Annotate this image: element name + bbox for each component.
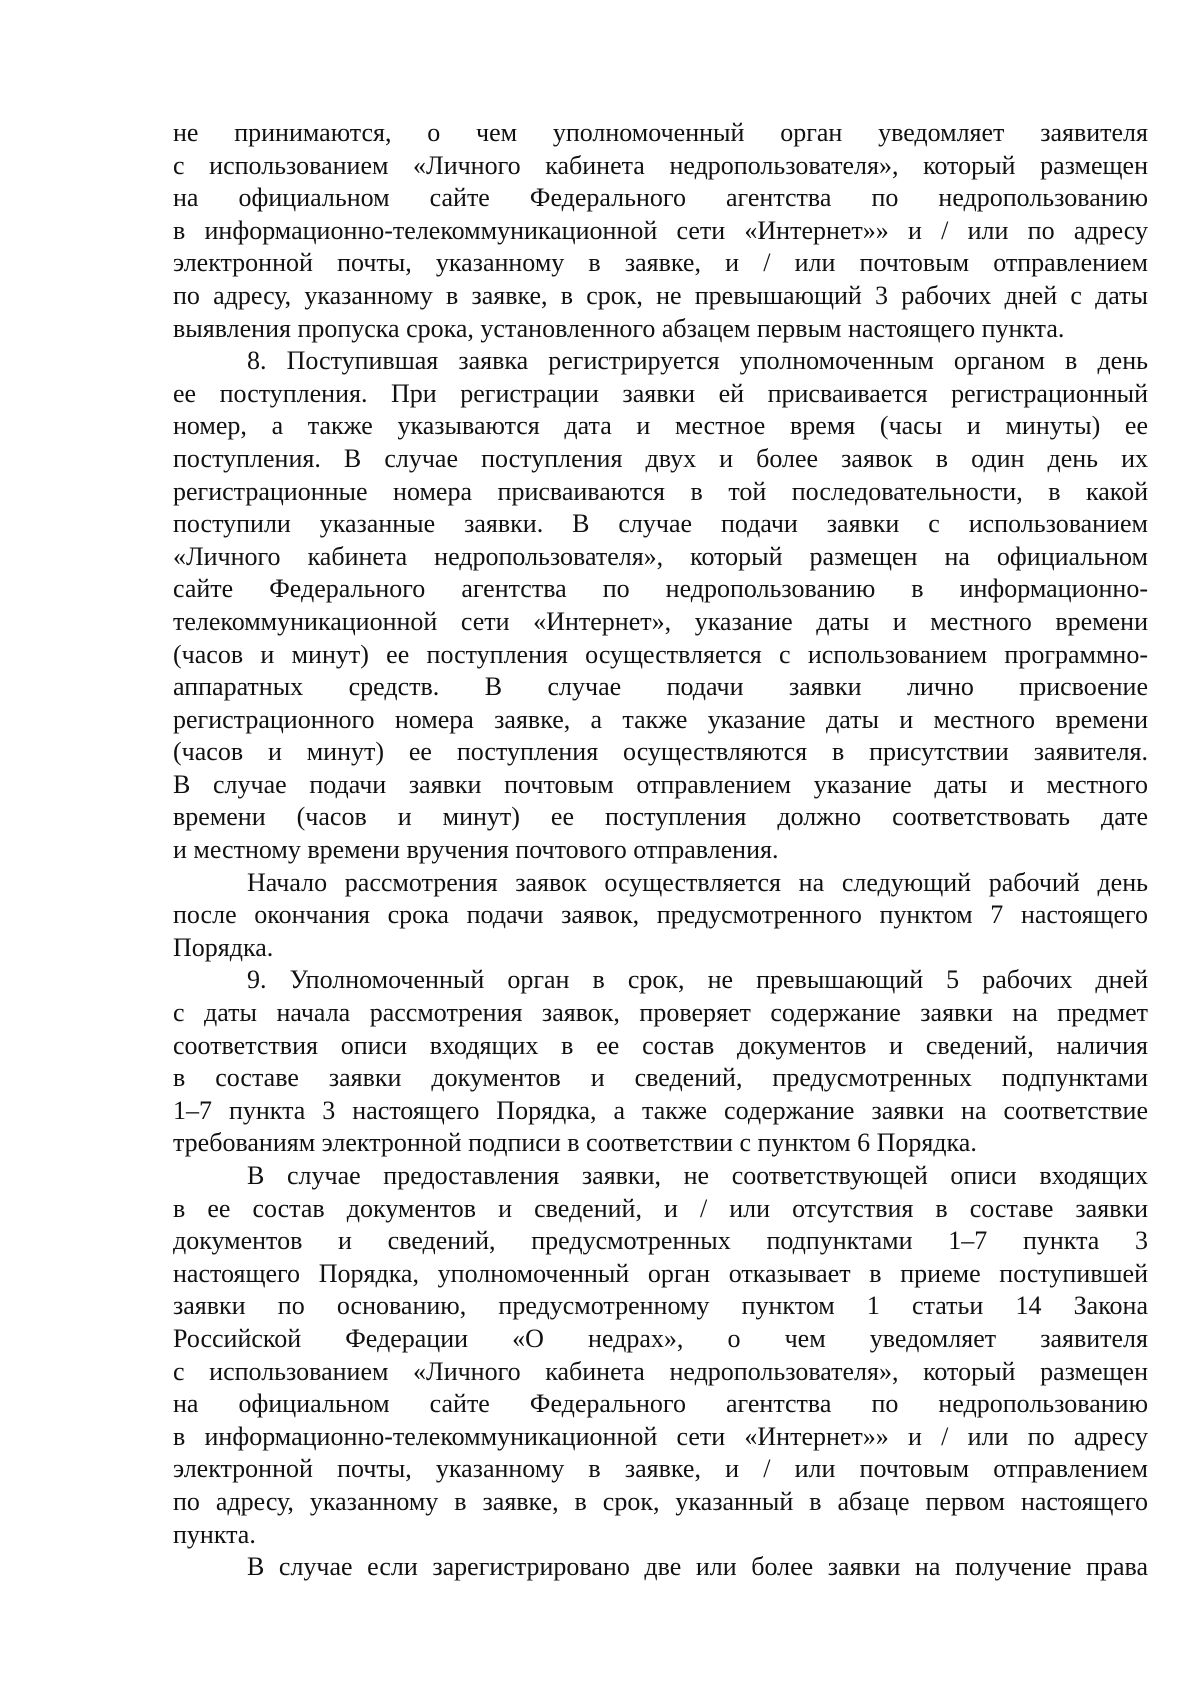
text-line: с использованием «Личного кабинета недропользователя», который размещен — [173, 1356, 1148, 1386]
text-line: электронной почты, указанному в заявке, и / или почтовым отправлением — [173, 1454, 1148, 1484]
text-line: с использованием «Личного кабинета недропользователя», который размещен — [173, 150, 1148, 180]
text-line: электронной почты, указанному в заявке, и / или почтовым отправлением — [173, 248, 1148, 278]
text-line: сайте Федерального агентства по недропользованию в информационно- — [173, 574, 1148, 604]
text-line: заявки по основанию, предусмотренному пунктом 1 статьи 14 Закона — [173, 1291, 1148, 1321]
text-line: телекоммуникационной сети «Интернет», указание даты и местного времени — [173, 606, 1148, 636]
text-line: аппаратных средств. В случае подачи заявки лично присвоение — [173, 672, 1148, 702]
text-line: (часов и минут) ее поступления осуществляется с использованием программно- — [173, 639, 1148, 669]
text-line: поступления. В случае поступления двух и более заявок в один день их — [173, 443, 1148, 473]
text-line: пункта. — [173, 1519, 256, 1549]
text-line: «Личного кабинета недропользователя», который размещен на официальном — [173, 541, 1148, 571]
text-line: на официальном сайте Федерального агентства по недропользованию — [173, 183, 1148, 213]
text-line: 1–7 пункта 3 настоящего Порядка, а также содержание заявки на соответствие — [173, 1095, 1148, 1125]
text-line: и местному времени вручения почтового отправления. — [173, 835, 779, 865]
text-line: в ее состав документов и сведений, и / или отсутствия в составе заявки — [173, 1193, 1148, 1223]
document-body — [173, 117, 1148, 1584]
paragraph-first-line: 8. Поступившая заявка регистрируется уполномоченным органом в день — [247, 346, 1148, 376]
text-line: в информационно-телекоммуникационной сети «Интернет»» и / или по адресу — [173, 215, 1148, 245]
text-line: номер, а также указываются дата и местное время (часы и минуты) ее — [173, 411, 1148, 441]
text-line: поступили указанные заявки. В случае подачи заявки с использованием — [173, 509, 1148, 539]
text-line: настоящего Порядка, уполномоченный орган отказывает в приеме поступившей — [173, 1258, 1148, 1288]
text-line: после окончания срока подачи заявок, предусмотренного пунктом 7 настоящего — [173, 900, 1148, 930]
text-line: по адресу, указанному в заявке, в срок, указанный в абзаце первом настоящего — [173, 1486, 1148, 1516]
text-line: (часов и минут) ее поступления осуществляются в присутствии заявителя. — [173, 737, 1148, 767]
text-line: соответствия описи входящих в ее состав документов и сведений, наличия — [173, 1030, 1148, 1060]
text-line: времени (часов и минут) ее поступления должно соответствовать дате — [173, 802, 1148, 832]
text-line: по адресу, указанному в заявке, в срок, не превышающий 3 рабочих дней с даты — [173, 280, 1148, 310]
text-line: выявления пропуска срока, установленного абзацем первым настоящего пункта. — [173, 313, 1065, 343]
text-line: требованиям электронной подписи в соответствии с пунктом 6 Порядка. — [173, 1128, 977, 1158]
paragraph-first-line: 9. Уполномоченный орган в срок, не превышающий 5 рабочих дней — [247, 965, 1148, 995]
text-line: не принимаются, о чем уполномоченный орган уведомляет заявителя — [173, 118, 1148, 147]
text-line: на официальном сайте Федерального агентства по недропользованию — [173, 1389, 1148, 1419]
text-line: в составе заявки документов и сведений, предусмотренных подпунктами — [173, 1063, 1148, 1093]
text-line: документов и сведений, предусмотренных подпунктами 1–7 пункта 3 — [173, 1226, 1148, 1256]
paragraph-first-line: В случае предоставления заявки, не соответствующей описи входящих — [247, 1161, 1148, 1190]
paragraph-first-line: Начало рассмотрения заявок осуществляется на следующий рабочий день — [247, 867, 1148, 897]
paragraph-first-line: В случае если зарегистрировано две или более заявки на получение права — [247, 1552, 1148, 1582]
text-line: Порядка. — [173, 932, 274, 962]
text-line: с даты начала рассмотрения заявок, проверяет содержание заявки на предмет — [173, 998, 1148, 1028]
text-line: Российской Федерации «О недрах», о чем уведомляет заявителя — [173, 1323, 1148, 1353]
text-line: регистрационного номера заявке, а также указание даты и местного времени — [173, 704, 1148, 734]
text-line: в информационно-телекоммуникационной сети «Интернет»» и / или по адресу — [173, 1421, 1148, 1451]
text-line: ее поступления. При регистрации заявки ей присваивается регистрационный — [173, 378, 1148, 408]
text-line: В случае подачи заявки почтовым отправлением указание даты и местного — [173, 769, 1148, 799]
text-line: регистрационные номера присваиваются в той последовательности, в какой — [173, 476, 1148, 506]
